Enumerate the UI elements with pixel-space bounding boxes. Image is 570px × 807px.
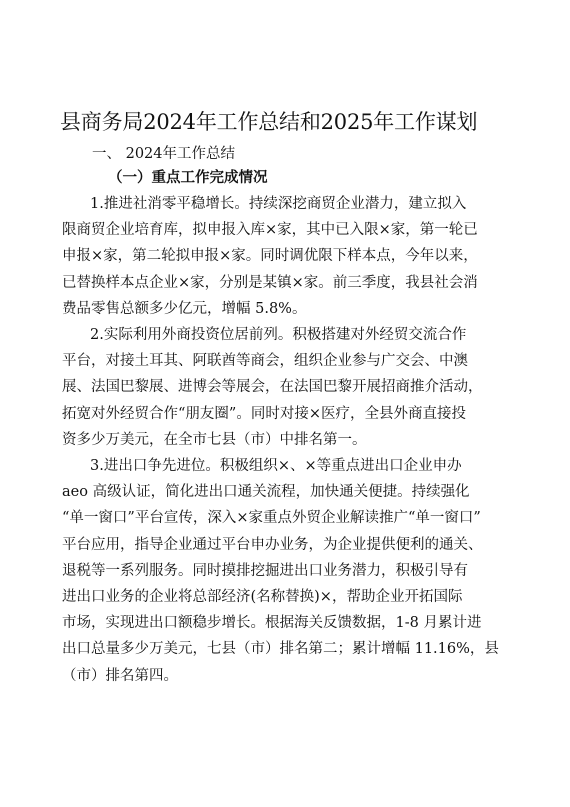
section-heading: 一、 2024年工作总结: [92, 146, 236, 162]
paragraph-line: 出口总量多少万美元，七县（市）排名第二；累计增幅 11.16%，县: [62, 641, 499, 658]
paragraph-line: 限商贸企业培育库，拟申报入库×家，其中已入限×家，第一轮已: [62, 222, 478, 239]
paragraph-3: [62, 453, 507, 689]
paragraph-line: （市）排名第四。: [62, 667, 178, 684]
paragraph-line: 退税等一系列服务。同时摸排挖掘进出口业务潜力，积极引导有: [62, 562, 468, 579]
subsection-heading: （一）重点工作完成情况: [108, 169, 268, 186]
paragraph-line: 费品零售总额多少亿元，增幅 5.8%。: [62, 300, 307, 317]
paragraph-line: 1.推进社消零平稳增长。持续深挖商贸企业潜力，建立拟入: [90, 196, 467, 212]
paragraph-line: 2.实际利用外商投资位居前列。积极搭建对外经贸交流合作: [90, 327, 467, 343]
document-title: 县商务局2024年工作总结和2025年工作谋划: [60, 110, 478, 134]
paragraph-line: 平台，对接土耳其、阿联酋等商会，组织企业参与广交会、中澳: [62, 353, 468, 370]
paragraph-line: “单一窗口”平台宣传，深入×家重点外贸企业解读推广“单一窗口”: [62, 510, 481, 527]
paragraph-line: 已替换样本点企业×家，分别是某镇×家。前三季度，我县社会消: [62, 274, 478, 291]
paragraph-line: 资多少万美元，在全市七县（市）中排名第一。: [62, 431, 367, 448]
paragraph-line: 拓宽对外经贸合作“朋友圈”。同时对接×医疗，全县外商直接投: [62, 405, 466, 422]
paragraph-2: [62, 322, 507, 453]
paragraph-line: 申报×家，第二轮拟申报×家。同时调优限下样本点，今年以来，: [62, 248, 478, 265]
paragraph-line: 3.进出口争先进位。积极组织×、×等重点进出口企业申办: [90, 458, 462, 474]
paragraph-1: [62, 191, 507, 322]
paragraph-line: aeo 高级认证，简化进出口通关流程，加快通关便捷。持续强化: [62, 484, 470, 501]
paragraph-line: 进出口业务的企业将总部经济(名称替换)×，帮助企业开拓国际: [62, 588, 463, 605]
paragraph-line: 市场，实现进出口额稳步增长。根据海关反馈数据，1-8 月累计进: [62, 615, 482, 632]
paragraph-line: 平台应用，指导企业通过平台申办业务，为企业提供便利的通关、: [62, 536, 483, 553]
paragraph-line: 展、法国巴黎展、进博会等展会，在法国巴黎开展招商推介活动，: [62, 379, 483, 396]
